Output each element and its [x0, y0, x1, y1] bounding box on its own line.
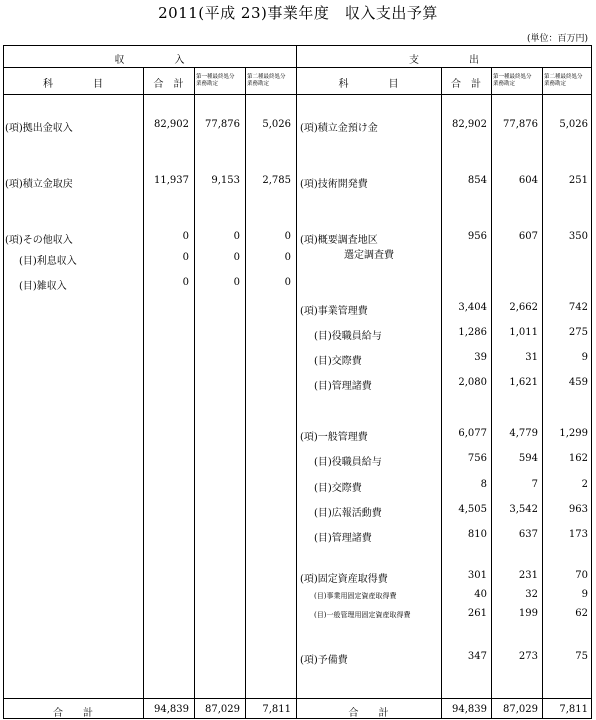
expense-col1-header: 第一種最終処分 業務勘定 — [493, 74, 532, 87]
col-divider-income-c1 — [194, 67, 195, 719]
totals-rule — [3, 698, 592, 699]
header-bottom-rule — [3, 94, 592, 95]
header-divider — [3, 67, 592, 68]
income-total-header: 合 計 — [153, 79, 184, 90]
income-item-header: 科 目 — [43, 79, 103, 90]
col-divider-expense-total — [441, 67, 442, 719]
income-header: 収 入 — [114, 55, 185, 66]
unit-label: (単位：百万円) — [526, 34, 588, 44]
col-divider-expense-c1 — [491, 67, 492, 719]
expense-header: 支 出 — [409, 55, 479, 66]
page-title: 2011(平成 23)事業年度 収入支出予算 — [158, 4, 438, 22]
center-divider — [296, 45, 297, 719]
expense-col2-header: 第二種最終処分 業務勘定 — [544, 74, 583, 87]
income-col2-header: 第二種最終処分 業務勘定 — [247, 74, 286, 87]
col-divider-income-c2 — [245, 67, 246, 719]
income-col1-header: 第一種最終処分 業務勘定 — [196, 74, 235, 87]
expense-total-header: 合 計 — [451, 79, 481, 90]
expense-item-header: 科 目 — [338, 79, 399, 90]
col-divider-income-total — [143, 67, 144, 719]
col-divider-expense-c2 — [542, 67, 543, 719]
